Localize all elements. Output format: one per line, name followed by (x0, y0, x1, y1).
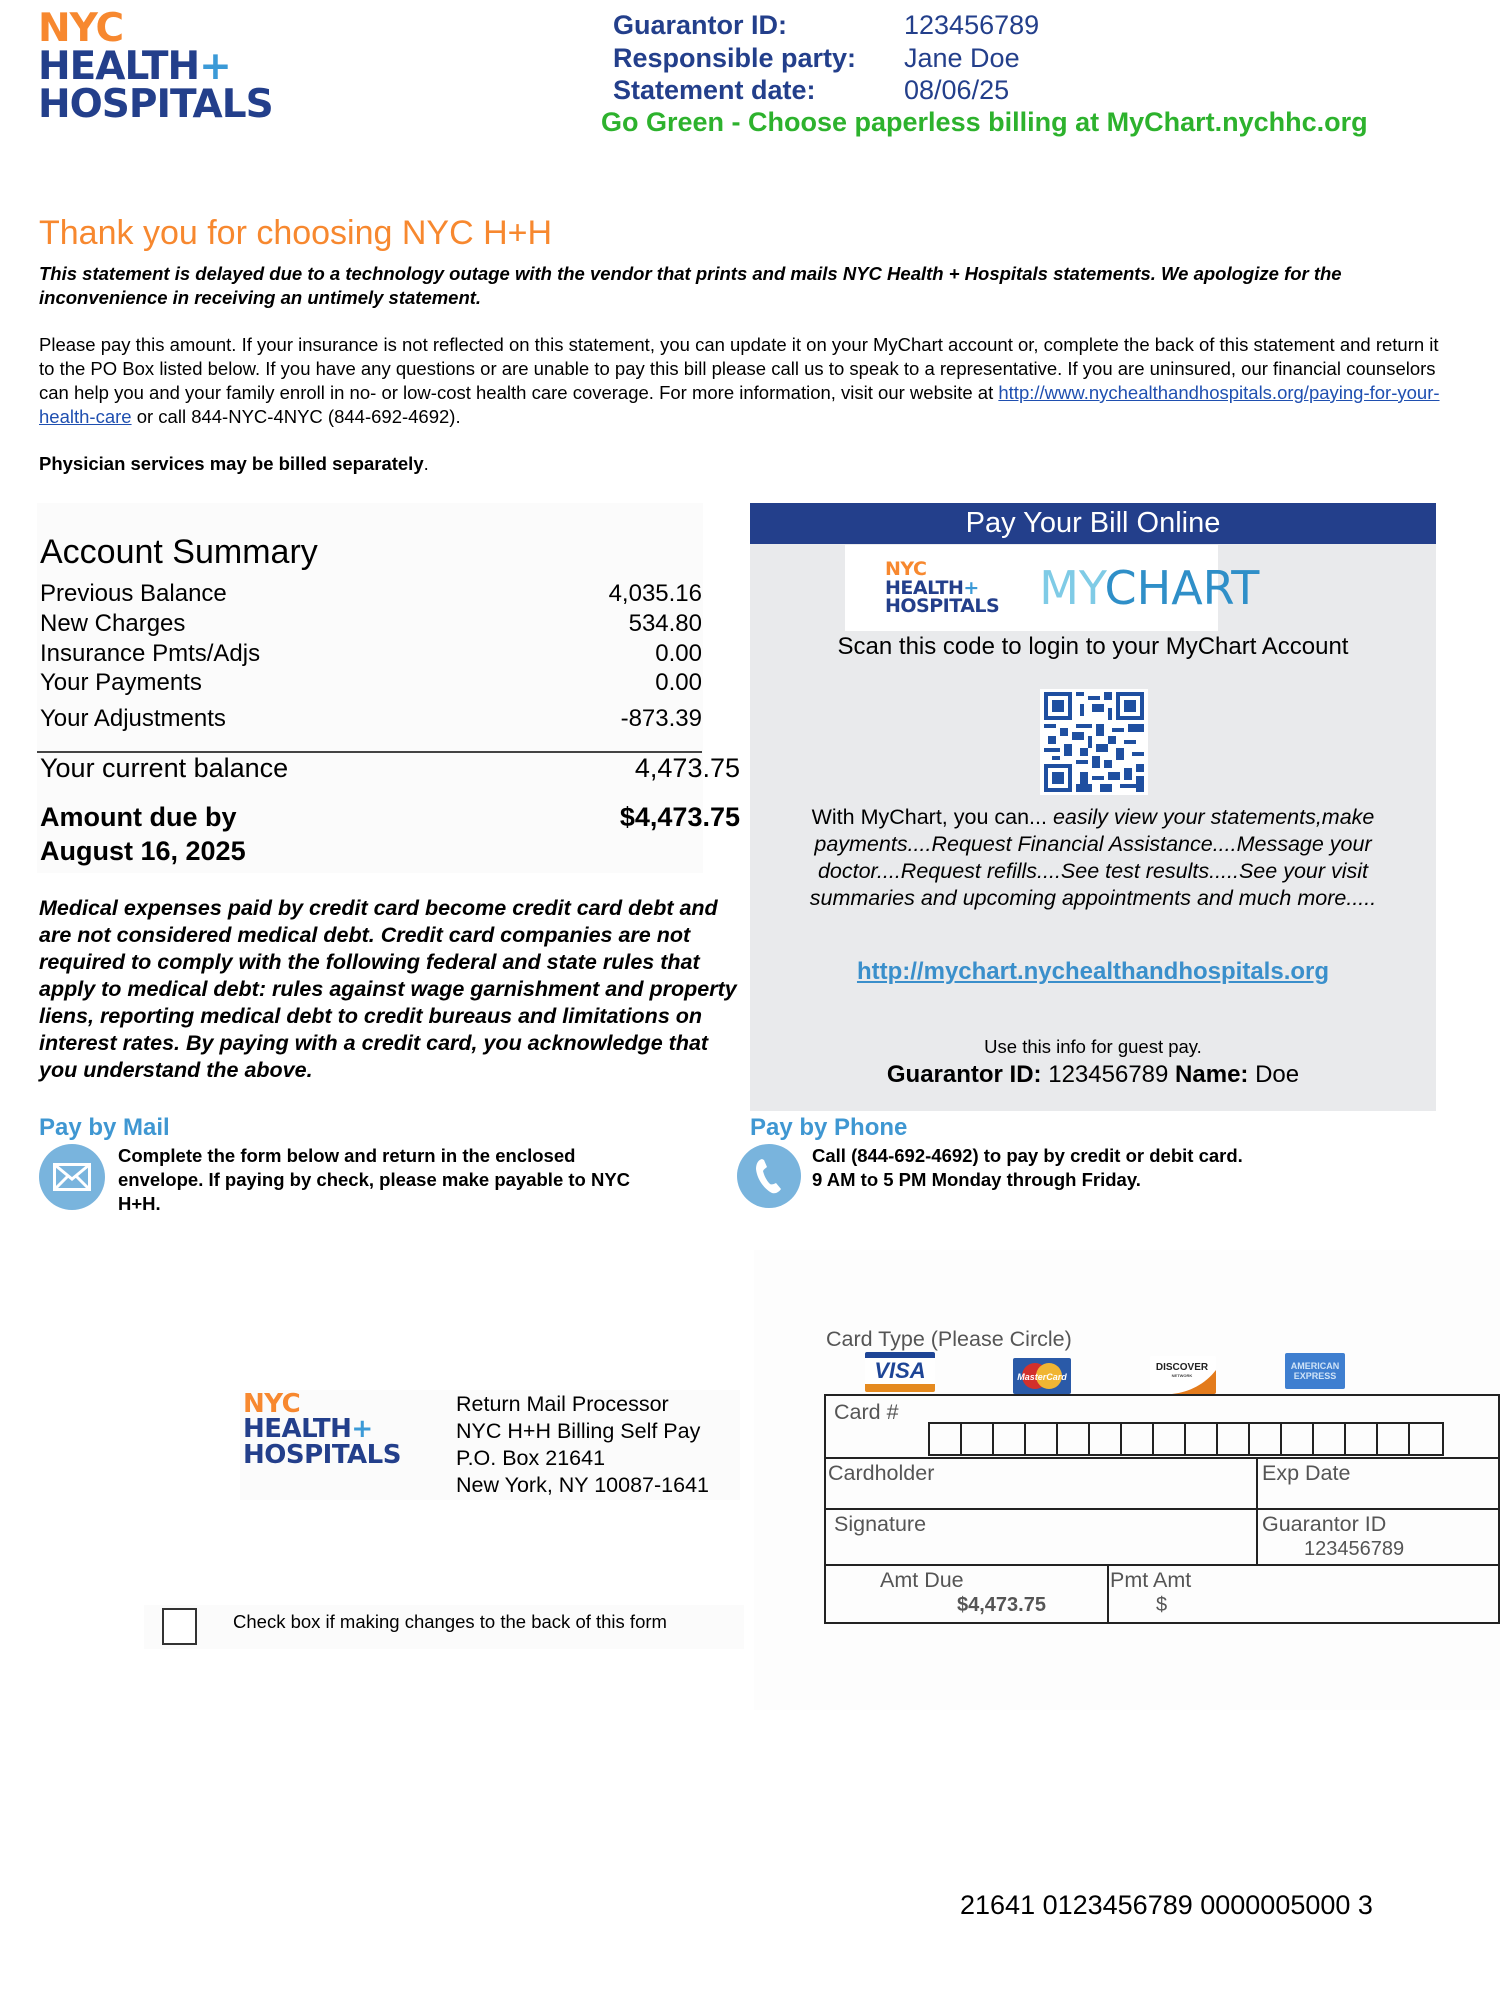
ocr-scanline: 21641 0123456789 0000005000 3 (960, 1890, 1373, 1920)
physician-services-note: Physician services may be billed separately. (39, 453, 429, 474)
statement-date-row (613, 75, 1009, 106)
logo-health: HEALTH (38, 44, 200, 90)
svg-text:NETWORK: NETWORK (1171, 1373, 1193, 1378)
card-type-label: Card Type (Please Circle) (826, 1327, 1072, 1351)
card-number-input[interactable] (928, 1422, 1444, 1456)
credit-card-disclaimer: Medical expenses paid by credit card become credit card debt and are not considered medical debt. Credit card companies are not required to comply with the following federal and state rules that apply to medical debt: rules against wage garnishment and property liens, reporting medical debt to credit bureaus and limitations on interest rates. By paying with a credit card, you acknowledge that you understand the above. (39, 896, 737, 1082)
nyc-hh-logo-remit: NYC HEALTH+ HOSPITALS (243, 1389, 401, 1470)
card-number-label: Card # (834, 1400, 899, 1424)
cardholder-label: Cardholder (828, 1461, 935, 1485)
paying-for-health-care-link[interactable]: http://www.nychealthandhospitals.org/paying-for-your-health-care (39, 382, 1440, 427)
signature-label: Signature (834, 1512, 927, 1536)
summary-row-adjustments: Your Adjustments -873.39 (40, 705, 702, 732)
pmt-amt-input[interactable] (1171, 1590, 1491, 1620)
payment-instructions: Please pay this amount. If your insurance is not reflected on this statement, you can update it on your MyChart account or, complete the back of this statement and return it to the PO Box listed below. If you have any questions or are unable to pay this bill please call us to speak to a representative. If you are uninsured, our financial counselors can help you and your family enroll in no- or low-cost health care coverage. For more information, visit our website at http://www.nychealthandhospitals.org/paying-for-your-health-care or call 844-NYC-4NYC (844-692-4692). (39, 334, 1440, 427)
go-green-notice: Go Green - Choose paperless billing at MyChart.nychhc.org (601, 107, 1368, 137)
amt-due-value: $4,473.75 (957, 1594, 1046, 1616)
current-balance-value: 4,473.75 (634, 753, 740, 783)
cardholder-input[interactable] (828, 1458, 1256, 1508)
return-mail-address: Return Mail Processor NYC H+H Billing Self Pay P.O. Box 21641 New York, NY 10087-1641 (456, 1392, 710, 1497)
guest-pay-note: Use this info for guest pay. (984, 1036, 1202, 1057)
mychart-link[interactable]: http://mychart.nychealthandhospitals.org (856, 958, 1330, 985)
summary-row-insurance: Insurance Pmts/Adjs 0.00 (40, 640, 702, 667)
mychart-wordmark: MYCHART (1039, 561, 1260, 615)
statement-date-value: 08/06/25 (904, 75, 1010, 105)
current-balance-label: Your current balance (40, 753, 289, 783)
svg-text:MasterCard: MasterCard (1017, 1372, 1067, 1382)
guest-pay-info: Guarantor ID: 123456789 Name: Doe (886, 1061, 1300, 1088)
responsible-party-row (613, 43, 1020, 74)
pay-by-phone-heading: Pay by Phone (750, 1114, 908, 1141)
form-guarantor-id-value: 123456789 (1304, 1538, 1405, 1560)
responsible-party-value: Jane Doe (904, 43, 1020, 73)
exp-date-label: Exp Date (1262, 1461, 1351, 1485)
logo-plus: + (199, 44, 231, 90)
guarantor-id-value: 123456789 (904, 10, 1040, 40)
nyc-hh-logo (38, 6, 273, 128)
qr-code-icon[interactable] (1040, 689, 1148, 795)
pmt-amt-prefix: $ (1156, 1594, 1168, 1616)
logo-nyc: NYC (38, 6, 124, 51)
amount-due-label: Amount due by August 16, 2025 (40, 802, 246, 866)
visa-card-icon[interactable]: VISA (865, 1352, 935, 1392)
statement-date-label: Statement date: (613, 75, 816, 105)
scan-instructions: Scan this code to login to your MyChart Account (837, 633, 1349, 660)
logo-hospitals: HOSPITALS (38, 82, 273, 128)
pay-online-title: Pay Your Bill Online (750, 503, 1436, 544)
mastercard-icon[interactable] (1013, 1358, 1071, 1394)
mychart-features: With MyChart, you can... easily view your statements,make payments....Request Financial Assistance....Message your doctor....Request refills....See test results.....See your visit summaries and upcoming appointments and much more..... (809, 805, 1377, 910)
amount-due-row (40, 800, 740, 868)
changes-checkbox[interactable] (162, 1608, 197, 1645)
delay-notice: This statement is delayed due to a technology outage with the vendor that prints and mails NYC Health + Hospitals statements. We apologize for the inconvenience in receiving an untimely statement. (39, 263, 1342, 308)
pay-by-phone-text: Call (844-692-4692) to pay by credit or debit card. 9 AM to 5 PM Monday through Friday. (812, 1145, 1243, 1190)
form-guarantor-id-label: Guarantor ID (1262, 1512, 1387, 1536)
pay-by-mail-heading: Pay by Mail (39, 1114, 170, 1141)
pay-online-panel (750, 503, 1436, 1111)
pay-by-mail-text: Complete the form below and return in the enclosed envelope. If paying by check, please make payable to NYC H+H. (118, 1145, 631, 1214)
mychart-logo (845, 545, 1260, 631)
guarantor-id-label: Guarantor ID: (613, 10, 788, 40)
nyc-hh-logo-small: NYC HEALTH+ HOSPITALS (885, 558, 1000, 618)
discover-card-icon[interactable] (1150, 1356, 1216, 1394)
summary-row-new-charges: New Charges 534.80 (40, 610, 702, 637)
summary-row-previous-balance: Previous Balance 4,035.16 (40, 580, 702, 607)
signature-input[interactable] (828, 1510, 1256, 1564)
guarantor-id-row (613, 10, 1039, 41)
pmt-amt-label: Pmt Amt (1110, 1568, 1192, 1592)
current-balance-row (40, 753, 740, 784)
amount-due-value: $4,473.75 (619, 802, 740, 832)
summary-row-payments: Your Payments 0.00 (40, 669, 702, 696)
thank-you-heading: Thank you for choosing NYC H+H (39, 214, 553, 252)
amex-card-icon[interactable]: AMERICAN EXPRESS (1285, 1353, 1345, 1389)
envelope-icon (39, 1144, 105, 1210)
amt-due-label: Amt Due (880, 1568, 964, 1592)
svg-text:DISCOVER: DISCOVER (1155, 1362, 1209, 1373)
exp-date-input[interactable] (1258, 1458, 1498, 1508)
responsible-party-label: Responsible party: (613, 43, 857, 73)
credit-card-form (824, 1394, 1500, 1624)
account-summary-title: Account Summary (40, 533, 318, 571)
changes-checkbox-label: Check box if making changes to the back of this form (233, 1611, 667, 1632)
phone-icon (737, 1144, 801, 1208)
